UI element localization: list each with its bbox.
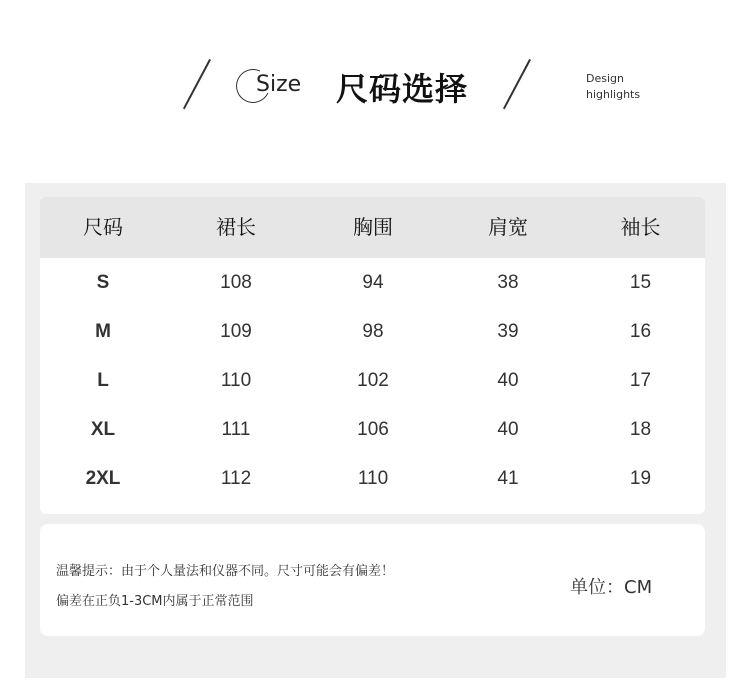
table-body bbox=[40, 258, 705, 503]
table-cell-size: S bbox=[96, 272, 110, 293]
table-cell: 39 bbox=[497, 321, 519, 342]
page-header bbox=[0, 0, 750, 150]
page-title: 尺码选择 bbox=[336, 70, 469, 108]
table-cell: 41 bbox=[497, 468, 519, 489]
table-cell: 17 bbox=[629, 370, 652, 391]
table-cell: 19 bbox=[629, 468, 652, 489]
column-header-bust: 胸围 bbox=[353, 215, 393, 239]
size-table bbox=[40, 197, 705, 514]
table-cell: 110 bbox=[220, 370, 252, 391]
table-cell-size: L bbox=[97, 370, 109, 391]
note-line-1: 温馨提示：由于个人量法和仪器不同。尺寸可能会有偏差！ bbox=[56, 564, 395, 579]
table-cell: 109 bbox=[220, 321, 252, 342]
table-row bbox=[40, 307, 705, 356]
table-cell: 110 bbox=[357, 468, 389, 489]
measurement-note-card bbox=[40, 524, 705, 636]
size-label: Size bbox=[256, 72, 302, 97]
table-cell: 111 bbox=[221, 419, 251, 440]
table-row bbox=[40, 258, 705, 307]
column-header-size: 尺码 bbox=[83, 215, 123, 239]
design-highlights-label bbox=[586, 71, 640, 103]
table-cell-size: 2XL bbox=[85, 468, 121, 489]
design-line-1: Design bbox=[586, 72, 624, 85]
table-cell: 106 bbox=[357, 419, 389, 440]
table-cell: 18 bbox=[629, 419, 652, 440]
table-cell: 40 bbox=[497, 419, 519, 440]
table-cell-size: XL bbox=[90, 419, 116, 440]
table-row bbox=[40, 405, 705, 454]
table-cell: 102 bbox=[357, 370, 389, 391]
table-cell: 40 bbox=[497, 370, 519, 391]
table-cell-size: M bbox=[95, 321, 111, 342]
table-cell: 112 bbox=[220, 468, 252, 489]
decorative-slash-right bbox=[503, 59, 531, 109]
table-cell: 38 bbox=[497, 272, 519, 293]
table-cell: 94 bbox=[362, 272, 384, 293]
table-cell: 15 bbox=[629, 272, 652, 293]
unit-label: 单位：CM bbox=[570, 577, 653, 598]
table-cell: 108 bbox=[220, 272, 252, 293]
design-line-2: highlights bbox=[586, 88, 641, 101]
column-header-shoulder: 肩宽 bbox=[488, 215, 528, 239]
table-row bbox=[40, 454, 705, 503]
table-cell: 16 bbox=[629, 321, 652, 342]
decorative-slash-left bbox=[183, 59, 211, 109]
column-header-length: 裙长 bbox=[216, 215, 256, 239]
note-line-2: 偏差在正负1-3CM内属于正常范围 bbox=[56, 594, 254, 609]
table-cell: 98 bbox=[362, 321, 384, 342]
table-header-row bbox=[40, 197, 705, 258]
table-row bbox=[40, 356, 705, 405]
column-header-sleeve: 袖长 bbox=[620, 215, 661, 239]
